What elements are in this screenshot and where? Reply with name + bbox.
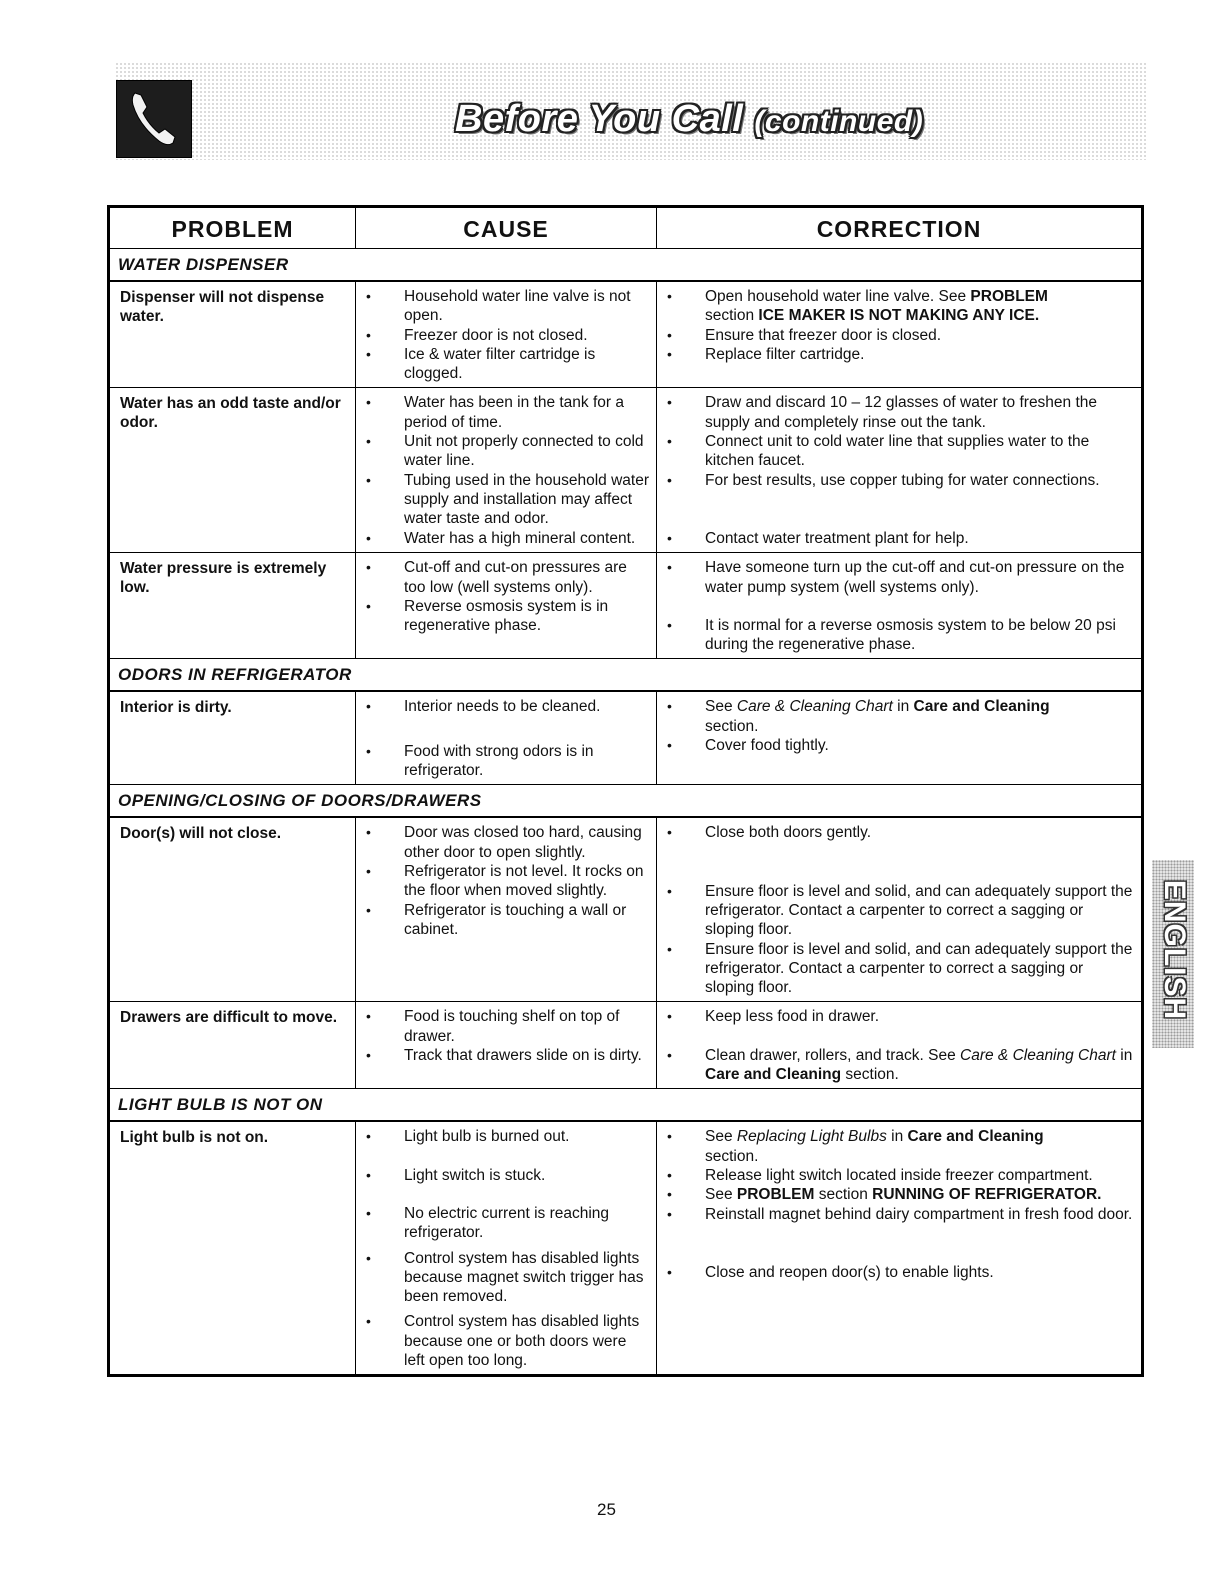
column-header-cause: CAUSE — [356, 207, 657, 249]
cause-cell — [356, 817, 657, 1002]
cause-item: • Ice & water filter cartridge is clogged. — [366, 345, 650, 384]
problem-cell: Interior is dirty. — [109, 691, 356, 784]
correction-item — [667, 1185, 1135, 1204]
text-run-italic: Care & Cleaning Chart — [736, 698, 893, 716]
correction-cell — [657, 553, 1143, 659]
cause-item: • Light switch is stuck. — [366, 1166, 650, 1185]
text-run-bold: PROBLEM — [736, 1186, 815, 1204]
cause-item: • Water has been in the tank for a period of time. — [366, 393, 650, 432]
text-run-bold: PROBLEM — [970, 288, 1048, 305]
cause-item: • Reverse osmosis system is in regenerative phase. — [366, 597, 650, 636]
problem-cell: Light bulb is not on. — [109, 1121, 356, 1375]
correction-item: • Replace filter cartridge. — [667, 345, 1135, 364]
column-header-correction: CORRECTION — [657, 207, 1143, 249]
language-tab-label: ENGLISH — [1158, 879, 1191, 1021]
correction-item: • Ensure that freezer door is closed. — [667, 326, 1135, 345]
correction-item: • Keep less food in drawer. — [667, 1007, 1135, 1026]
section-heading-row — [109, 659, 1143, 692]
cause-cell — [356, 281, 657, 388]
cause-item: • Interior needs to be cleaned. — [366, 697, 650, 716]
correction-item: • Cover food tightly. — [667, 736, 1135, 755]
section-heading-row — [109, 249, 1143, 282]
section-title-odors: ODORS IN REFRIGERATOR — [109, 659, 1143, 692]
correction-item: • Ensure floor is level and solid, and can adequately support the refrigerator. Contact a carpenter to correct a sagging or sloping floor. — [667, 882, 1135, 940]
correction-cell — [657, 691, 1143, 784]
correction-item — [667, 1127, 1135, 1166]
telephone-handset-icon — [116, 80, 192, 158]
text-run-bold: ICE MAKER IS NOT MAKING ANY ICE. — [758, 307, 1040, 325]
cause-item: • Tubing used in the household water supply and installation may affect water taste and odor. — [366, 471, 650, 529]
problem-cell: Door(s) will not close. — [109, 817, 356, 1002]
text-run-italic: Care & Cleaning Chart — [960, 1046, 1116, 1064]
cause-cell — [356, 553, 657, 659]
table-row — [109, 388, 1143, 553]
correction-item: • Draw and discard 10 – 12 glasses of water to freshen the supply and completely rinse out the tank. — [667, 393, 1135, 432]
troubleshooting-table — [107, 205, 1144, 1377]
cause-item: • Track that drawers slide on is dirty. — [366, 1046, 650, 1065]
correction-item — [667, 1046, 1135, 1085]
correction-item: • Have someone turn up the cut-off and cut-on pressure on the water pump system (well systems only). — [667, 558, 1135, 597]
text-run: See — [705, 1186, 737, 1204]
section-title-doors: OPENING/CLOSING OF DOORS/DRAWERS — [109, 785, 1143, 818]
correction-cell — [657, 1002, 1143, 1089]
text-run: See — [705, 1128, 737, 1146]
correction-item: • For best results, use copper tubing for water connections. — [667, 471, 1135, 490]
title-main: Before You Call — [455, 98, 744, 140]
cause-item: • Cut-off and cut-on pressures are too low (well systems only). — [366, 558, 650, 597]
section-title-light-bulb: LIGHT BULB IS NOT ON — [109, 1089, 1143, 1122]
text-run-bold: RUNNING OF REFRIGERATOR. — [872, 1186, 1102, 1204]
correction-item: • Reinstall magnet behind dairy compartment in fresh food door. — [667, 1205, 1135, 1224]
page-title — [455, 98, 923, 141]
correction-cell — [657, 817, 1143, 1002]
section-title-water-dispenser: WATER DISPENSER — [109, 249, 1143, 282]
cause-item: • Food is touching shelf on top of drawer. — [366, 1007, 650, 1046]
correction-cell — [657, 388, 1143, 553]
correction-cell — [657, 1121, 1143, 1375]
correction-item: • Close both doors gently. — [667, 823, 1135, 842]
cause-item: • No electric current is reaching refrigerator. — [366, 1204, 650, 1243]
cause-item: • Refrigerator is touching a wall or cabinet. — [366, 901, 650, 940]
text-run: section — [814, 1186, 873, 1204]
correction-item: • It is normal for a reverse osmosis system to be below 20 psi during the regenerative phase. — [667, 616, 1135, 655]
cause-item: • Freezer door is not closed. — [366, 326, 650, 345]
table-row — [109, 1002, 1143, 1089]
table-header-row — [109, 207, 1143, 249]
cause-cell — [356, 1002, 657, 1089]
correction-item — [667, 287, 1135, 326]
table-row — [109, 553, 1143, 659]
text-run: Clean drawer, rollers, and track. See — [705, 1046, 961, 1064]
text-run: section. — [841, 1066, 899, 1084]
text-run: See — [705, 698, 737, 716]
cause-item: • Door was closed too hard, causing other door to open slightly. — [366, 823, 650, 862]
text-run-italic: Replacing Light Bulbs — [736, 1128, 887, 1146]
correction-item: • Close and reopen door(s) to enable lights. — [667, 1263, 1135, 1282]
table-row — [109, 817, 1143, 1002]
text-run: Open household water line valve. See — [705, 288, 971, 305]
text-run-bold: Care and Cleaning — [705, 1066, 842, 1084]
correction-item: • Connect unit to cold water line that supplies water to the kitchen faucet. — [667, 432, 1135, 471]
text-run-bold: Care and Cleaning — [913, 698, 1050, 716]
cause-item: • Light bulb is burned out. — [366, 1127, 650, 1146]
text-run: in — [892, 698, 914, 716]
cause-item: • Unit not properly connected to cold water line. — [366, 432, 650, 471]
correction-item: • Ensure floor is level and solid, and can adequately support the refrigerator. Contact a carpenter to correct a sagging or sloping floor. — [667, 940, 1135, 998]
cause-item: • Food with strong odors is in refrigerator. — [366, 742, 650, 781]
language-side-tab — [1152, 860, 1194, 1048]
text-run: in — [1115, 1046, 1133, 1064]
correction-item — [667, 697, 1135, 736]
correction-item: • Release light switch located inside freezer compartment. — [667, 1166, 1135, 1185]
correction-item: • Contact water treatment plant for help. — [667, 529, 1135, 548]
table-row — [109, 281, 1143, 388]
text-run: in — [886, 1128, 908, 1146]
cause-item: • Water has a high mineral content. — [366, 529, 650, 548]
cause-item: • Refrigerator is not level. It rocks on the floor when moved slightly. — [366, 862, 650, 901]
problem-cell: Water pressure is extremely low. — [109, 553, 356, 659]
text-run: section — [705, 307, 759, 325]
table-row — [109, 1121, 1143, 1375]
cause-cell — [356, 691, 657, 784]
problem-cell: Dispenser will not dispense water. — [109, 281, 356, 388]
cause-cell — [356, 388, 657, 553]
problem-cell: Water has an odd taste and/or odor. — [109, 388, 356, 553]
cause-item: • Control system has disabled lights because one or both doors were left open too long. — [366, 1312, 650, 1370]
cause-cell — [356, 1121, 657, 1375]
page-number: 25 — [597, 1500, 616, 1519]
title-subtitle: (continued) — [754, 105, 924, 138]
section-heading-row — [109, 785, 1143, 818]
text-run: section. — [705, 1147, 759, 1165]
problem-cell: Drawers are difficult to move. — [109, 1002, 356, 1089]
text-run-bold: Care and Cleaning — [907, 1128, 1044, 1146]
table-row — [109, 691, 1143, 784]
correction-cell — [657, 281, 1143, 388]
section-heading-row — [109, 1089, 1143, 1122]
cause-item: • Household water line valve is not open. — [366, 287, 650, 326]
cause-item: • Control system has disabled lights because magnet switch trigger has been removed. — [366, 1249, 650, 1307]
text-run: section. — [705, 717, 759, 735]
column-header-problem: PROBLEM — [109, 207, 356, 249]
